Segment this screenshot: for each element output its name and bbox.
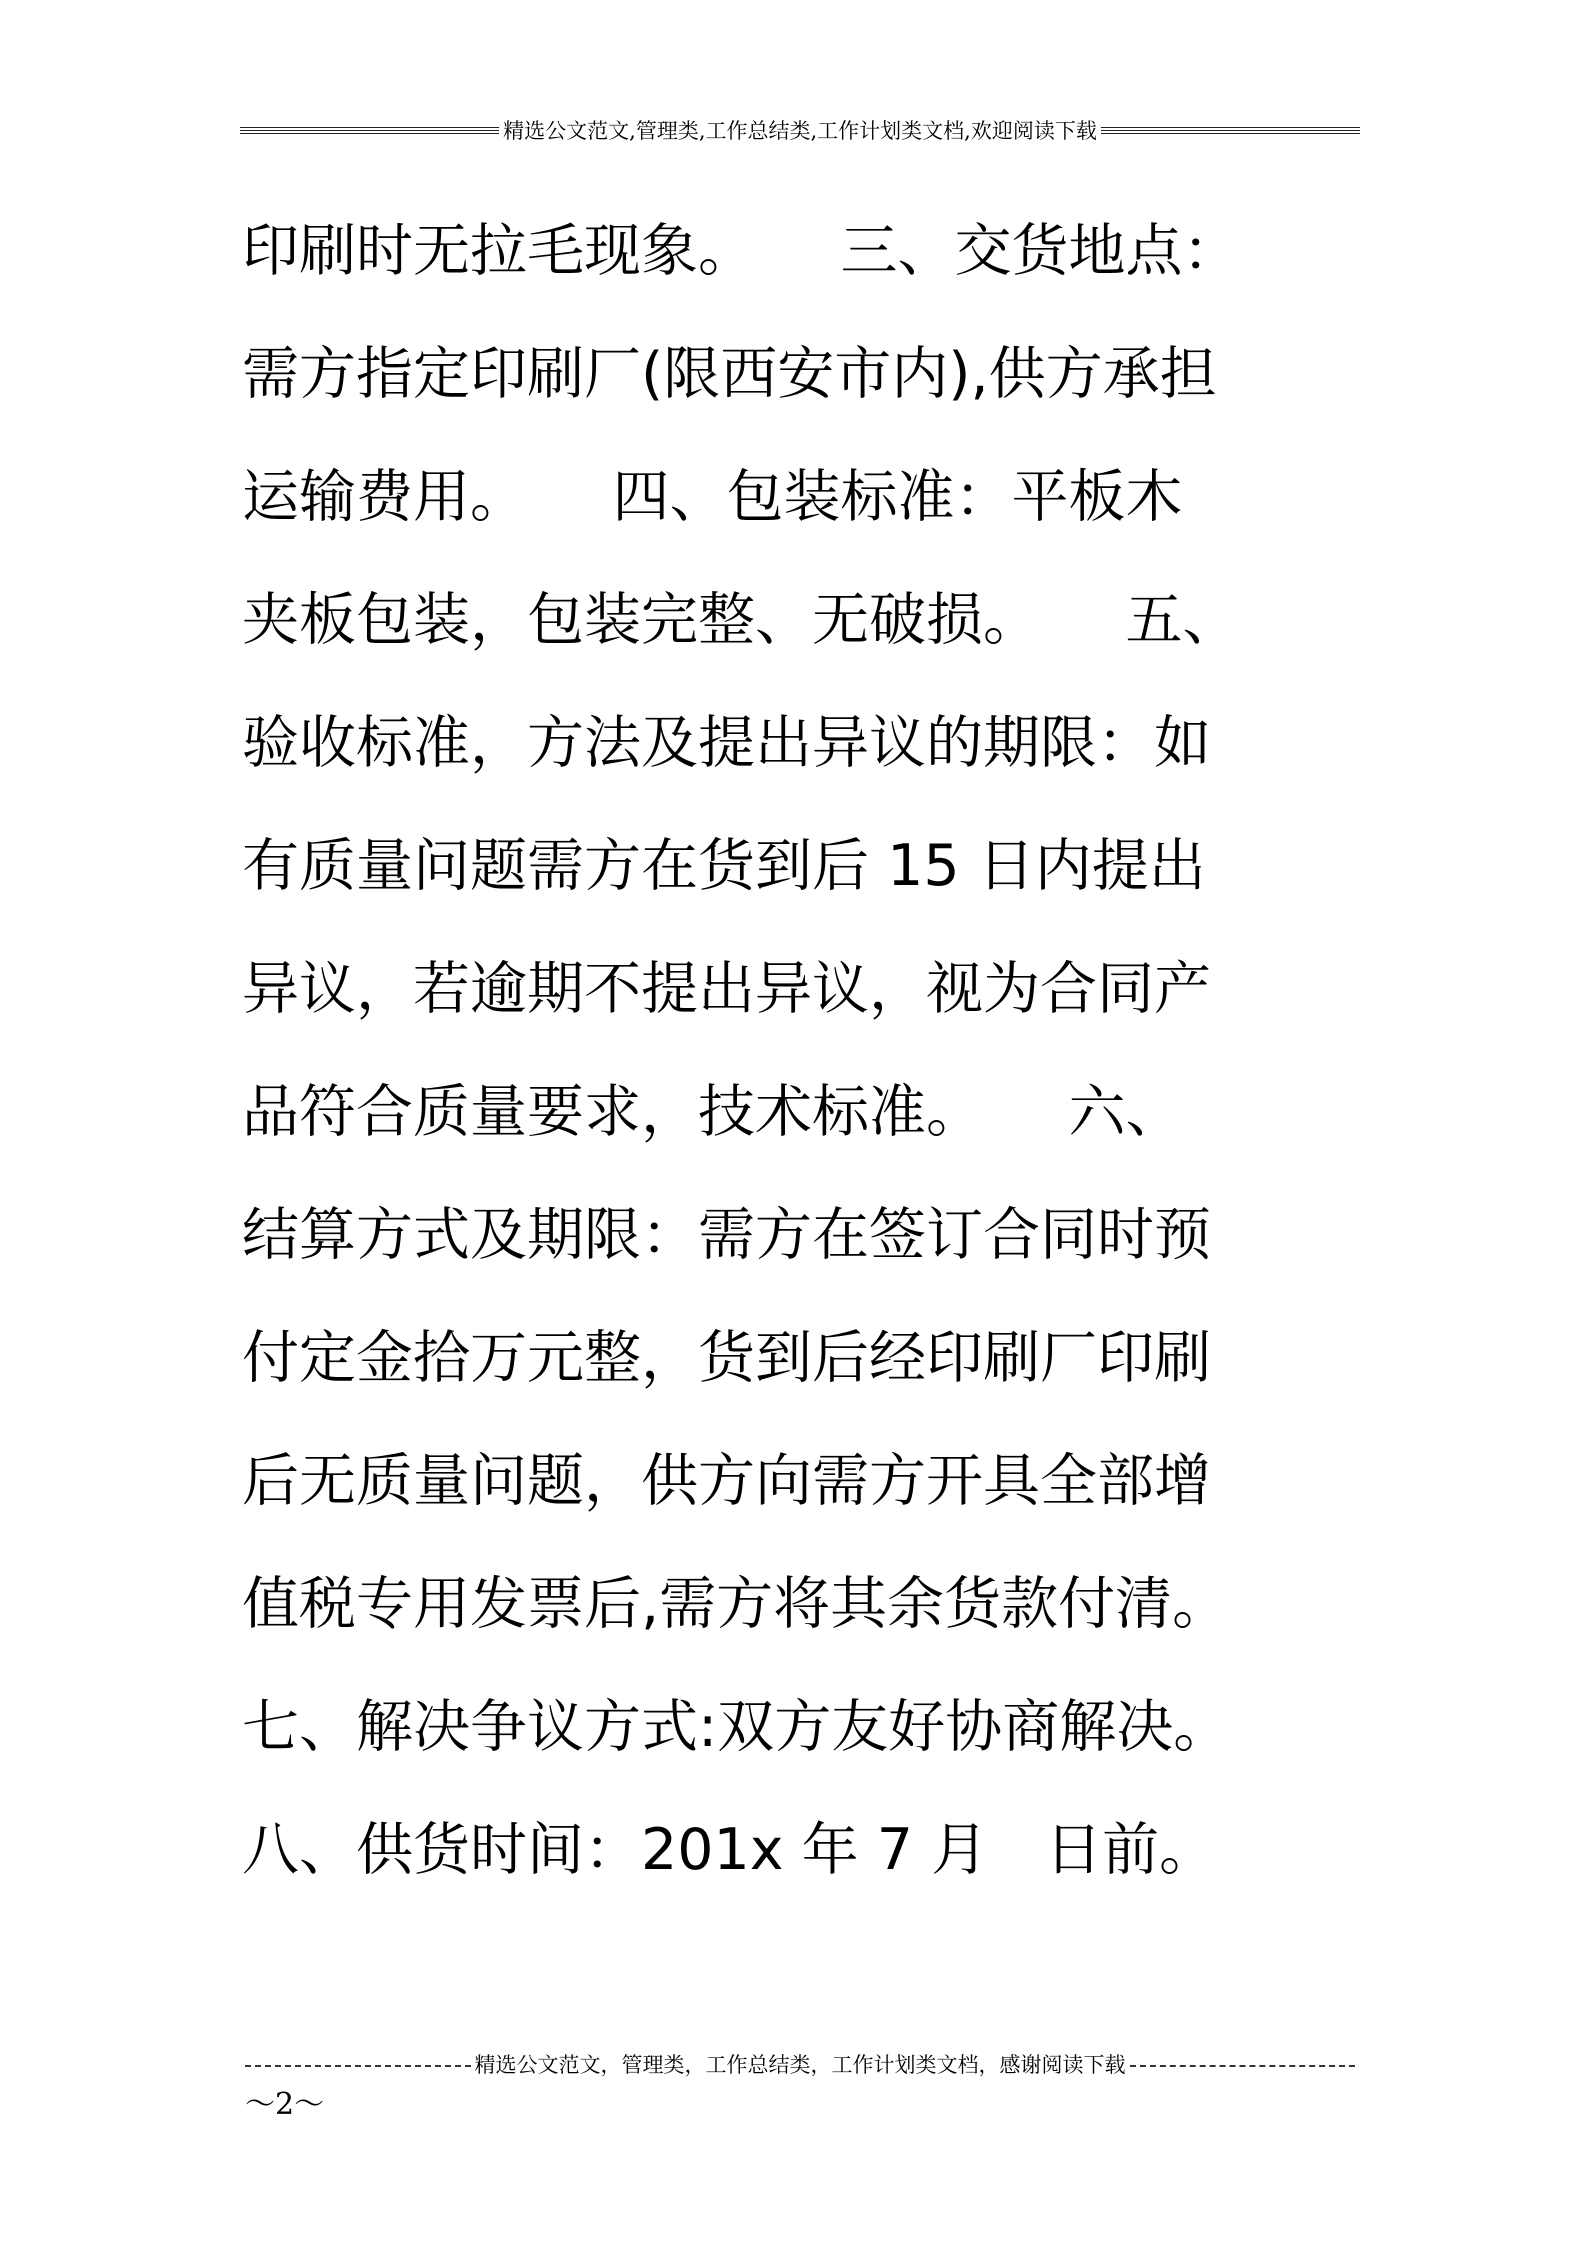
- body-line: 需方指定印刷厂(限西安市内),供方承担: [242, 341, 1217, 407]
- footer-dash-right: [1130, 2065, 1356, 2067]
- body-line: 结算方式及期限：需方在签订合同时预: [242, 1202, 1211, 1268]
- footer-dash-left: [245, 2065, 471, 2067]
- page-header: [240, 110, 1360, 150]
- page-number: ～2～: [245, 2087, 325, 2122]
- header-text: 精选公文范文,管理类,工作总结类,工作计划类文档,欢迎阅读下载: [503, 119, 1097, 143]
- body-line: 八、供货时间：201x 年 7 月 日前。: [242, 1817, 1217, 1883]
- body-line: 七、解决争议方式:双方友好协商解决。: [242, 1694, 1231, 1760]
- body-line: 运输费用。 四、包装标准：平板木: [242, 464, 1183, 530]
- body-line: 后无质量问题，供方向需方开具全部增: [242, 1448, 1211, 1514]
- body-line: 夹板包装，包装完整、无破损。 五、: [242, 587, 1240, 653]
- footer-text: 精选公文范文，管理类，工作总结类，工作计划类文档，感谢阅读下载: [474, 2053, 1126, 2077]
- body-line: 异议，若逾期不提出异议，视为合同产: [242, 956, 1211, 1022]
- header-rule-left: [240, 127, 499, 134]
- body-line: 付定金拾万元整，货到后经印刷厂印刷: [242, 1325, 1211, 1391]
- body-line: 有质量问题需方在货到后 15 日内提出: [242, 833, 1206, 899]
- page-footer: [245, 2048, 1355, 2082]
- header-rule-right: [1101, 127, 1360, 134]
- document-body: [242, 190, 1357, 1912]
- body-line: 印刷时无拉毛现象。 三、交货地点：: [242, 218, 1240, 284]
- body-line: 验收标准，方法及提出异议的期限：如: [242, 710, 1211, 776]
- body-line: 值税专用发票后,需方将其余货款付清。: [242, 1571, 1230, 1637]
- body-line: 品符合质量要求，技术标准。 六、: [242, 1079, 1183, 1145]
